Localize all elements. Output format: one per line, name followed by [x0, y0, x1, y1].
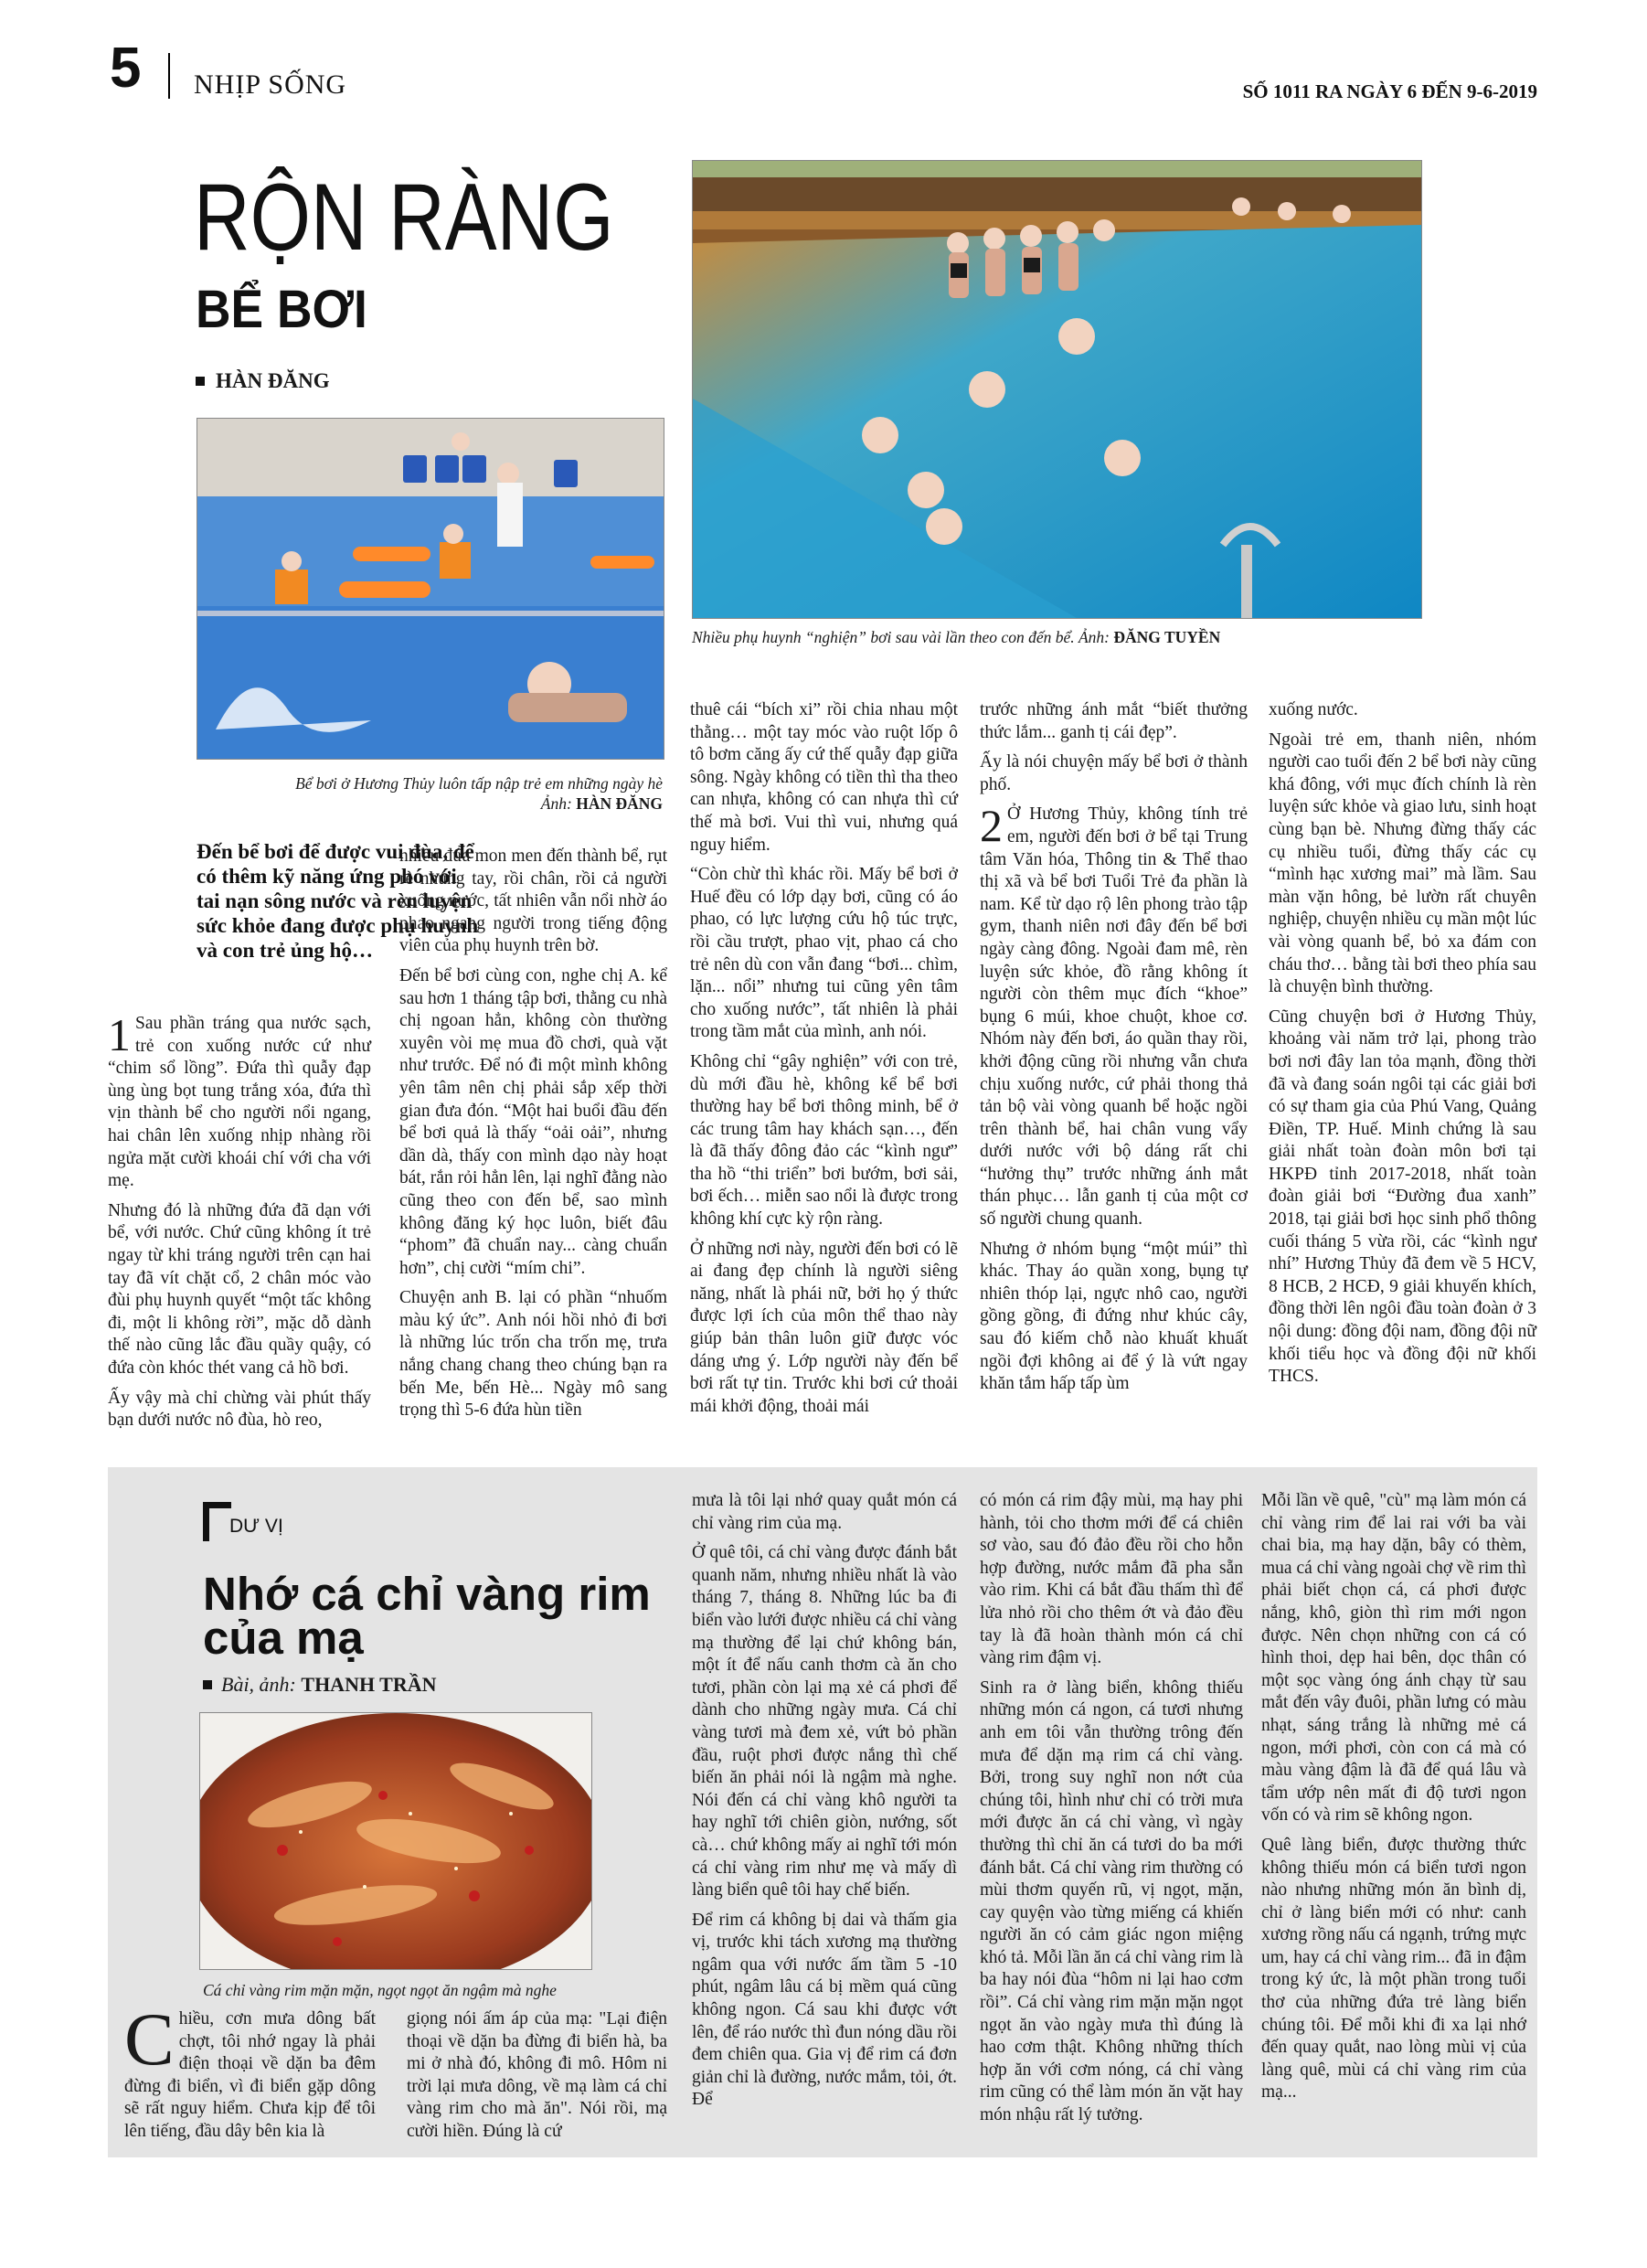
author-name: HÀN ĐĂNG — [216, 369, 330, 392]
paragraph: có món cá rim đậy mùi, mạ hay phi hành, tỏi cho thơm mới để cá chiên sơ vào, sau đó đảo đều rồi cho hỗn hợp đường, nước mắm đã pha sẵn vào rim. Khi cá bắt đầu thấm thì để lửa nhỏ rồi cho thêm ớt và đảo đều tay là đã hoàn thành món cá chỉ vàng rim đậm vị. — [980, 1491, 1243, 1668]
pool-illustration — [693, 161, 1421, 618]
article2-column-1 — [124, 1997, 376, 2151]
paragraph: xuống nước. — [1269, 700, 1358, 719]
section-number: 1 — [108, 1009, 131, 1060]
article1-column-5 — [1269, 699, 1536, 1396]
paragraph: Chiều, cơn mưa dông bất chợt, tôi nhớ ngay là phải điện thoại về dặn ba đêm đừng đi biển, vì đi biển gặp dông sẽ rất nguy hiểm. Chưa kịp để tôi lên tiếng, đầu dây bên kia là — [124, 1997, 376, 2141]
paragraph: Chuyện anh B. lại có phần “nhuốm màu ký ức”. Anh nói hồi nhỏ đi bơi là những lúc trốn cha trốn mẹ, trưa nắng chang chang theo chúng bạn ra bến Me, bến Hè... Ngày mô sang trọng thì 5-6 đứa hùn tiền — [399, 1288, 667, 1421]
paragraph: Cũng chuyện bơi ở Hương Thủy, khoảng vài năm trở lại, phong trào bơi nơi đây lan tỏa mạnh, đồng thời đã và đang soán ngôi tại các giải bơi có sự tham gia của Phú Vang, Quảng Điền, TP. Huế. Minh chứng là sau giải nhất toàn đoàn môn bơi tại HKPĐ tỉnh 2017-2018, nhất toàn đoàn giải bơi “Đường đua xanh” 2018, tại giải bơi học sinh phổ thông cuối tháng 5 vừa rồi, các “kình ngư nhí” Hương Thủy đã đem về 5 HCV, 8 HCB, 2 HCĐ, 9 giải khuyến khích, đồng thời lên ngôi đầu toàn đoàn ở 3 nội dung: đồng đội nam, đồng đội nữ khối tiểu học và đồng đội nữ khối THCS. — [1269, 1006, 1536, 1387]
author-name: THANH TRẦN — [301, 1673, 437, 1696]
article2-column-5 — [1261, 1490, 1526, 2112]
paragraph: Đến bể bơi cùng con, nghe chị A. kể sau hơn 1 tháng tập bơi, thằng cu nhà chị ngoan hẳn, không còn thường xuyên vòi mẹ mua đồ chơi, quà vặt như trước. Để nó đi một mình không yên tâm nên chị phải sắp xếp thời gian đưa đón. “Một hai buổi đầu đến bể bơi quả là thấy “oải oải”, nhưng dần dà, thấy con mình dạo này hoạt bát, rắn rỏi hẳn lên, lại nghĩ đằng nào cũng theo con đến bể, sao mình không đăng ký học luôn, biết đâu “phom” đã chuẩn nay... càng chuẩn hơn”, chị cười “mím chi”. — [399, 965, 667, 1278]
section-name: NHỊP SỐNG — [194, 69, 347, 100]
article2-title — [203, 1568, 651, 1664]
section-number: 2 — [980, 800, 1003, 852]
caption-credit: ĐĂNG TUYỀN — [1113, 628, 1221, 646]
paragraph: Sinh ra ở làng biển, không thiếu những món cá ngon, cá tươi nhưng anh em tôi vẫn thường trông đến mưa để dặn mạ rim cá chỉ vàng. Bởi, trong suy nghĩ non nớt của chúng tôi, hình như chỉ có trời mưa mới được ăn cá chỉ vàng, vì ngày thường thì chỉ ăn cá tươi do ba mới đánh bắt. Cá chỉ vàng rim thường có mùi thơm quyến rũ, vị ngọt, mặn, cay quyện vào từng miếng cá khiến người ăn có cảm giác ngon miệng khó tả. Mỗi lần ăn cá chỉ vàng rim là ba hay nói đùa “hôm ni lại hao cơm rồi”. Cá chỉ vàng rim mặn mặn ngọt ngọt ăn vào ngày mưa thì đúng là hao cơm thật. Không những thích hợp ăn với cơm nóng, cá chỉ vàng rim cũng có thể làm món ăn vặt hay món nhậu rất lý tưởng. — [980, 1677, 1243, 2125]
article1-column-2 — [399, 846, 667, 1430]
paragraph: Ngoài trẻ em, thanh niên, nhóm người cao tuổi đến 2 bể bơi này cũng khá đông, với mục đích chính là rèn luyện sức khỏe và giao lưu, sinh hoạt cùng bạn bè. Nhưng đừng thấy các cụ nhiều tuổi, đừng thấy các cụ “mình hạc xương mai” mà lầm. Sau màn vặn hông, bẻ lườn rất chuyên nghiệp, chuyện nhiều cụ mần một lúc vài vòng quanh bể, bỏ xa đám con cháu thơ… bằng tài bơi theo phía sau là chuyện bình thường. — [1269, 729, 1536, 997]
paragraph: Quê làng biển, được thường thức không thiếu món cá biển tươi ngon nào nhưng những món ăn bình dị, chỉ ở làng biển mới có như: canh xương rồng nấu cá ngạnh, trứng mực um, hay cá chỉ vàng rim... đã in đậm trong ký ức, là một phần trong tuổi thơ của những đứa trẻ làng biển chúng tôi. Để mỗi khi đi xa lại nhớ đến quay quắt, nao lòng mùi vị của làng quê, mùi cá chỉ vàng rim của mạ... — [1261, 1835, 1526, 2103]
indoor-pool-illustration — [197, 419, 664, 759]
paragraph: Ở quê tôi, cá chỉ vàng được đánh bắt quanh năm, nhưng nhiều nhất là vào tháng 7, tháng 8. Những lúc ba đi biển vào lưới được nhiều cá chỉ vàng mạ thường để lại chứ không bán, một ít để nấu canh thơm cà ăn cho tươi, phần còn lại mạ xẻ cá phơi để dành cho những ngày mưa. Cá chỉ vàng tươi mà đem xẻ, vứt bỏ phần đầu, ruột phơi được nắng thì chế biến ăn phải nói là ngậm mà nghe. Nói đến cá chỉ vàng khô người ta hay nghĩ tới chiên giòn, nướng, sốt cà… chứ không mấy ai nghĩ tới món cá chỉ vàng rim như mẹ và mấy dì làng biển quê tôi hay chế biến. — [692, 1543, 957, 1901]
paragraph: 1 Sau phần tráng qua nước sạch, trẻ con xuống nước cứ như “chim sổ lồng”. Đứa thì quẫy đạp ùng ùng bọt tung trắng xóa, đứa thì vịn thành bể cho người nổi ngang, hai chân lên xuống nhịp nhàng rồi ngửa mặt cười khoái chí với cha với mẹ. — [108, 1009, 371, 1191]
paragraph: Để rim cá không bị dai và thấm gia vị, trước khi tách xương mạ thường ngâm qua với nước ấm tầm 5 -10 phút, ngâm lâu cá bị mềm quá cũng không ngon. Cá sau khi được vớt lên, để ráo nước thì đun nóng dầu rồi đem chiên qua. Gia vị để rim cá đơn giản chỉ là đường, nước mắm, tỏi, ớt. Để — [692, 1910, 957, 2110]
paragraph: 2 Ở Hương Thủy, không tính trẻ em, người đến bơi ở bể tại Trung tâm Văn hóa, Thông tin & Thể thao thị xã và bể bơi Tuổi Trẻ đa phần là nam. Kể từ dạo rộ lên phong trào tập gym, thanh niên nơi đây đến bể bơi ngày càng đông. Ngoài đam mê, rèn luyện sức khỏe, đồ rằng không ít người còn thêm mục đích “khoe” bụng 6 múi, khoe chuột, khoe cơ. Nhóm này đến bơi, áo quần thay rồi, khởi động cũng rồi nhưng vẫn chưa chịu xuống nước, cứ phải thong thả tản bộ vài vòng quanh bể hoặc ngồi trên thành bể, hai chân vung vẩy dưới nước với bộ dáng rất chi “hưởng thụ” trước những ánh mắt thán phục… lẫn ganh tị của một cơ số người chung quanh. — [980, 800, 1248, 1230]
fish-illustration — [200, 1713, 591, 1969]
article2-column-3 — [692, 1490, 957, 2119]
author-prefix: Bài, ảnh: — [221, 1673, 296, 1696]
page-number: 5 — [110, 37, 142, 100]
author-bullet — [203, 1680, 212, 1689]
article1-column-3 — [690, 699, 958, 1425]
caption-credit: HÀN ĐĂNG — [576, 794, 663, 813]
article-author — [196, 369, 330, 393]
rubric-bracket — [203, 1502, 231, 1541]
caption-credit-label: Ảnh: — [540, 794, 572, 813]
rubric-label: DƯ VỊ — [229, 1516, 283, 1538]
author-bullet — [196, 377, 205, 386]
pool-photo-small-caption — [197, 773, 663, 814]
paragraph: thuê cái “bích xi” rồi chia nhau một thằng… một tay móc vào ruột lốp ô tô bơm căng ấy cứ thế quẫy đạp giữa sông. Ngày không có tiền thì tha theo can nhựa, không có can nhựa thì cứ thế mà bơi. Vui thì vui, nhưng quá nguy hiểm. — [690, 700, 958, 855]
pool-photo-small — [197, 418, 664, 760]
paragraph: Không chỉ “gây nghiện” với con trẻ, dù mới đầu hè, không kể bể bơi thường hay bể bơi thông minh, bể ở các trung tâm hay khách sạn…, đến là đã thấy đông đảo các “kình ngư” tha hồ “thi triển” bơi bướm, bơi sải, bơi ếch… miễn sao nổi là được trong không khí cực kỳ rộn ràng. — [690, 1051, 958, 1230]
paragraph: nhiều đứa mon men đến thành bể, rụt rè nhúng tay, rồi chân, rồi cả người xuống nước, tất nhiên vẫn nổi nhờ áo phao ngang người trong tiếng động viên của phụ huynh trên bờ. — [399, 847, 667, 956]
caption-text: Bể bơi ở Hương Thủy luôn tấp nập trẻ em những ngày hè — [295, 774, 663, 793]
paragraph: giọng nói ấm áp của mạ: "Lại điện thoại về dặn ba đừng đi biển hà, ba mi ở nhà đó, không đi mô. Hôm ni trời lại mưa dông, về mạ làm cá chỉ vàng rim cho mà ăn". Nói rồi, mạ cười hiền. Đúng là cứ — [407, 2009, 667, 2141]
paragraph: Ấy là nói chuyện mấy bể bơi ở thành phố. — [980, 752, 1248, 794]
article2-column-2 — [407, 2008, 667, 2151]
article1-column-4 — [980, 699, 1248, 1403]
fish-photo — [199, 1712, 592, 1970]
paragraph: mưa là tôi lại nhớ quay quắt món cá chỉ vàng rim của mạ. — [692, 1491, 957, 1533]
dropcap: C — [124, 1997, 175, 2081]
paragraph: Nhưng ở nhóm bụng “một múi” thì khác. Thay áo quần xong, bụng tự nhiên thóp lại, ngực nhô cao, người gồng gồng, đi đứng như khúc cây, sau đó kiếm chỗ nào khuất khuất ngồi đợi không ai để ý là vứt ngay khăn tắm hấp tấp ùm — [980, 1239, 1248, 1394]
rubric — [203, 1502, 283, 1541]
article-lead: Đến bể bơi để được vui đùa, để có thêm kỹ năng ứng phó với tai nạn sông nước và rèn luyện sức khỏe đang được phụ huynh và con trẻ ủng hộ… — [197, 840, 479, 962]
header-divider — [168, 53, 170, 99]
title-line-2: của mạ — [203, 1612, 364, 1664]
paragraph: Mỗi lần về quê, "cù" mạ làm món cá chỉ vàng rim để lai rai với ba vài chai bia, mạ hay dặn, bây có thèm, mua cá chỉ vàng ngoài chợ về rim thì phải biết chọn cá, cá phơi được nắng, khô, giòn thì rim mới ngon được. Nên chọn những con cá có hình thoi, dẹp hai bên, dọc thân có một sọc vàng óng ánh chạy từ sau mắt đến vây đuôi, phần lưng có màu nhạt, sáng trắng là những mẻ cá ngon, mới phơi, còn con cá mà có màu vàng đậm là đã để quá lâu và tẩm ướp nên mất đi độ tươi ngon vốn có và rim sẽ không ngon. — [1261, 1491, 1526, 1826]
article1-column-1 — [108, 1009, 371, 1440]
fish-photo-caption: Cá chỉ vàng rim mặn mặn, ngọt ngọt ăn ngậm mà nghe — [203, 1981, 557, 1999]
paragraph: trước những ánh mắt “biết thưởng thức lắm... ganh tị cái đẹp”. — [980, 700, 1248, 742]
caption-text: Nhiều phụ huynh “nghiện” bơi sau vài lần theo con đến bể. Ảnh: — [692, 628, 1110, 646]
article-title-sub: BỂ BƠI — [196, 280, 367, 339]
article2-author — [203, 1673, 437, 1697]
pool-photo-main — [692, 160, 1422, 619]
article2-column-4 — [980, 1490, 1243, 2135]
paragraph: Ở những nơi này, người đến bơi có lẽ ai đang đẹp chính là người siêng năng, nhất là phái nữ, bởi họ ý thức được lợi ích của môn thể thao này giúp bản thân luôn giữ được vóc dáng ưng ý. Lớp người này đến bể bơi rất tự tin. Trước khi bơi cứ thoải mái khởi động, thoải mái — [690, 1239, 958, 1416]
article-title-main: RỘN RÀNG — [194, 165, 614, 271]
paragraph: Nhưng đó là những đứa đã dạn với bể, với nước. Chứ cũng không ít trẻ ngay từ khi tráng người trên cạn hai tay đã vít chặt cổ, 2 chân móc vào đùi phụ huynh quyết “một tấc không đi, một li không rời”, mặc dỗ dành thế nào cũng lắc đầu quầy quậy, có đứa còn khóc thét vang cả hồ bơi. — [108, 1200, 371, 1378]
paragraph: “Còn chừ thì khác rồi. Mấy bể bơi ở Huế đều có lớp dạy bơi, cũng có áo phao, có lực lượng cứu hộ túc trực, rồi cầu trượt, phao vịt, phao cá cho trẻ nên dù con vẫn đang “bơi... chìm, lặn... nổi” nhưng tui cũng yên tâm cho xuống nước”, tất nhiên là phải trong tầm mắt của mình, anh nói. — [690, 865, 958, 1042]
paragraph: Ấy vậy mà chỉ chừng vài phút thấy bạn dưới nước nô đùa, hò reo, — [108, 1388, 371, 1431]
issue-info: SỐ 1011 RA NGÀY 6 ĐẾN 9-6-2019 — [1242, 80, 1537, 102]
pool-photo-main-caption — [692, 628, 1420, 647]
title-line-1: Nhớ cá chỉ vàng rim — [203, 1568, 651, 1620]
